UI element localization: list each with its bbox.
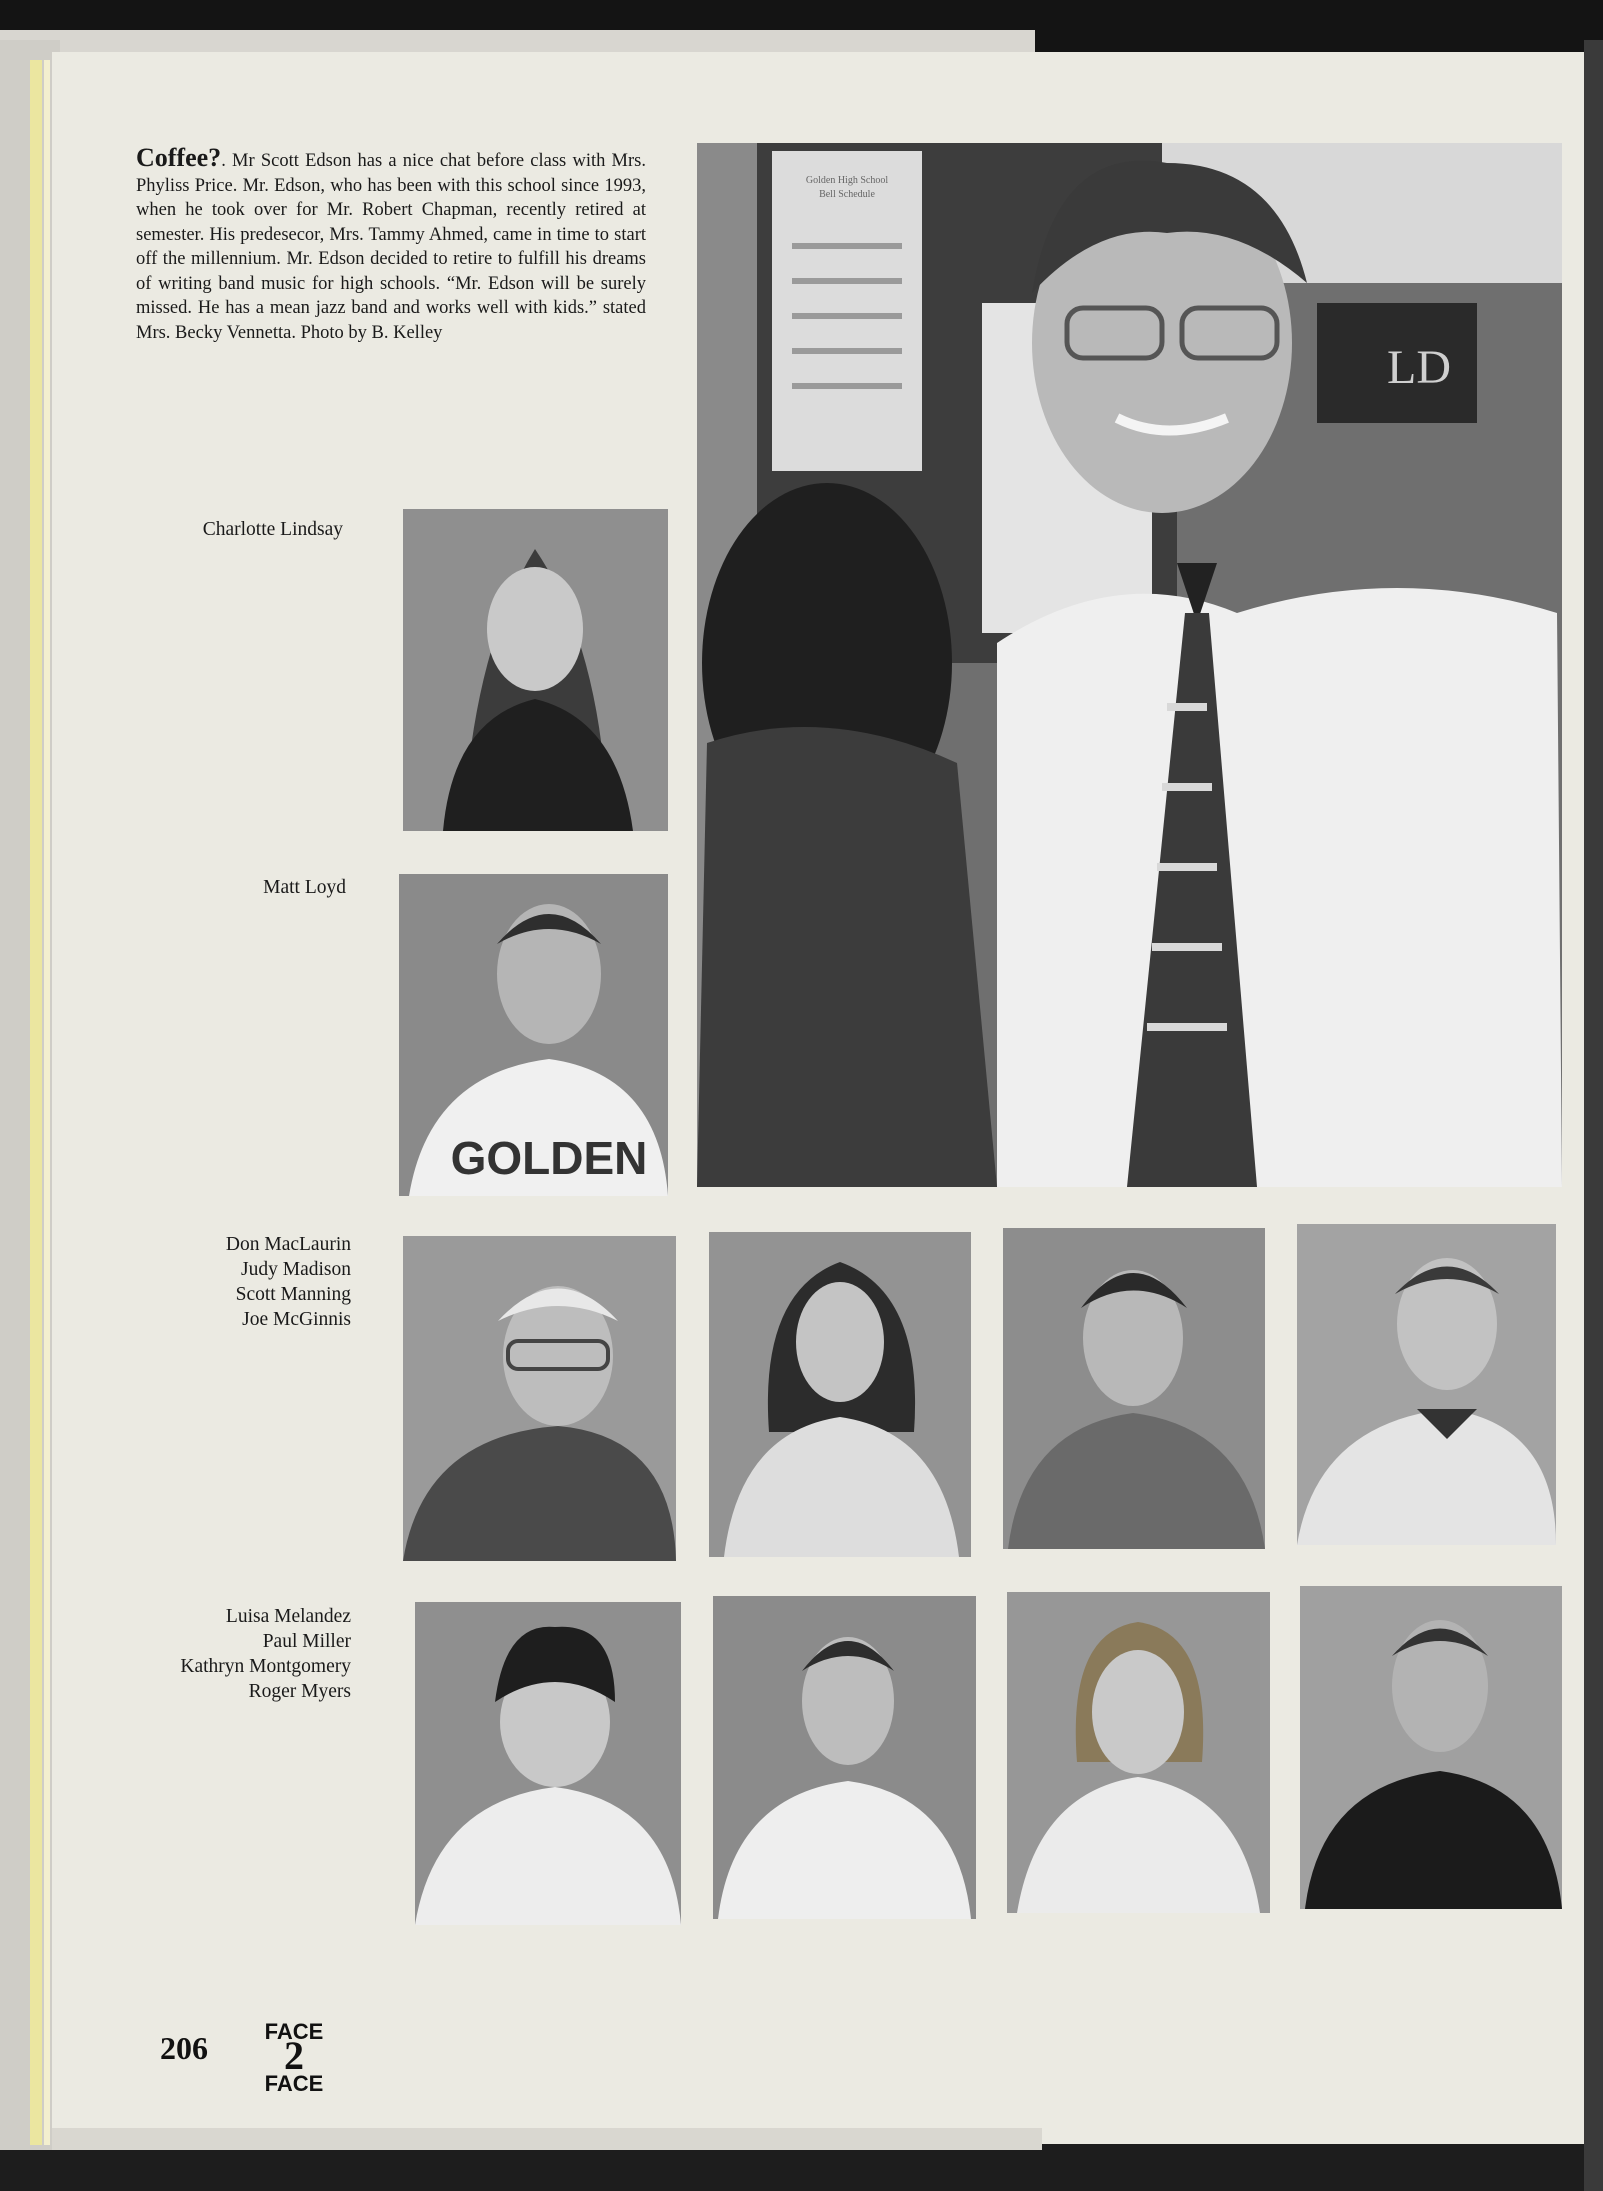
name-label: Judy Madison (241, 1259, 351, 1280)
portrait-photo (1007, 1592, 1270, 1913)
caption-body: . Mr Scott Edson has a nice chat before class with Mrs. Phyliss Price. Mr. Edson, who has been with this school since 1993, when he took over for Mr. Robert Chapman, recently retired at semester. His predesecor, Mrs. Tammy Ahmed, came in time to start off the millennium. Mr. Edson decided to retire to fulfill his dreams of writing band music for high schools. “Mr. Edson will be surely missed. He has a mean jazz band and works well with kids.” stated Mrs. Becky Vennetta. Photo by B. Kelley (136, 151, 646, 343)
face-2-face-logo (258, 2015, 330, 2095)
binding-edge-inner (44, 60, 50, 2145)
scan-right-edge (1584, 40, 1603, 2191)
portrait-photo (403, 1236, 676, 1561)
name-label: Roger Myers (248, 1681, 351, 1702)
logo-top-text: FACE (264, 2019, 324, 2044)
page-number: 206 (160, 2030, 208, 2066)
schedule-title: Golden High School (805, 175, 889, 186)
shirt-text: GOLDEN (450, 1132, 648, 1184)
portrait-photo (1300, 1586, 1562, 1909)
schedule-subtitle: Bell Schedule (819, 189, 875, 200)
name-label: Charlotte Lindsay (202, 519, 343, 540)
portrait-photo (1003, 1228, 1265, 1549)
binding-edge (30, 60, 42, 2145)
candid-photo (697, 143, 1562, 1187)
portrait-photo (709, 1232, 971, 1557)
photo-caption (136, 143, 646, 345)
portrait-photo (403, 509, 668, 831)
portrait-photo (399, 874, 668, 1196)
logo-bottom-text: FACE (264, 2071, 324, 2095)
name-label: Kathryn Montgomery (180, 1656, 351, 1677)
name-label: Matt Loyd (263, 877, 346, 898)
name-label: Luisa Melandez (225, 1606, 351, 1627)
name-label: Scott Manning (235, 1284, 351, 1305)
portrait-photo (713, 1596, 976, 1919)
portrait-photo (415, 1602, 681, 1925)
name-label: Don MacLaurin (225, 1234, 351, 1255)
sign-text: LD (1387, 341, 1451, 394)
portrait-photo (1297, 1224, 1556, 1545)
scan-bottom-strip (52, 2128, 1042, 2150)
name-label: Paul Miller (262, 1631, 351, 1652)
logo-number: 2 (284, 2033, 304, 2078)
name-label: Joe McGinnis (242, 1309, 351, 1330)
caption-lead: Coffee? (136, 143, 222, 172)
